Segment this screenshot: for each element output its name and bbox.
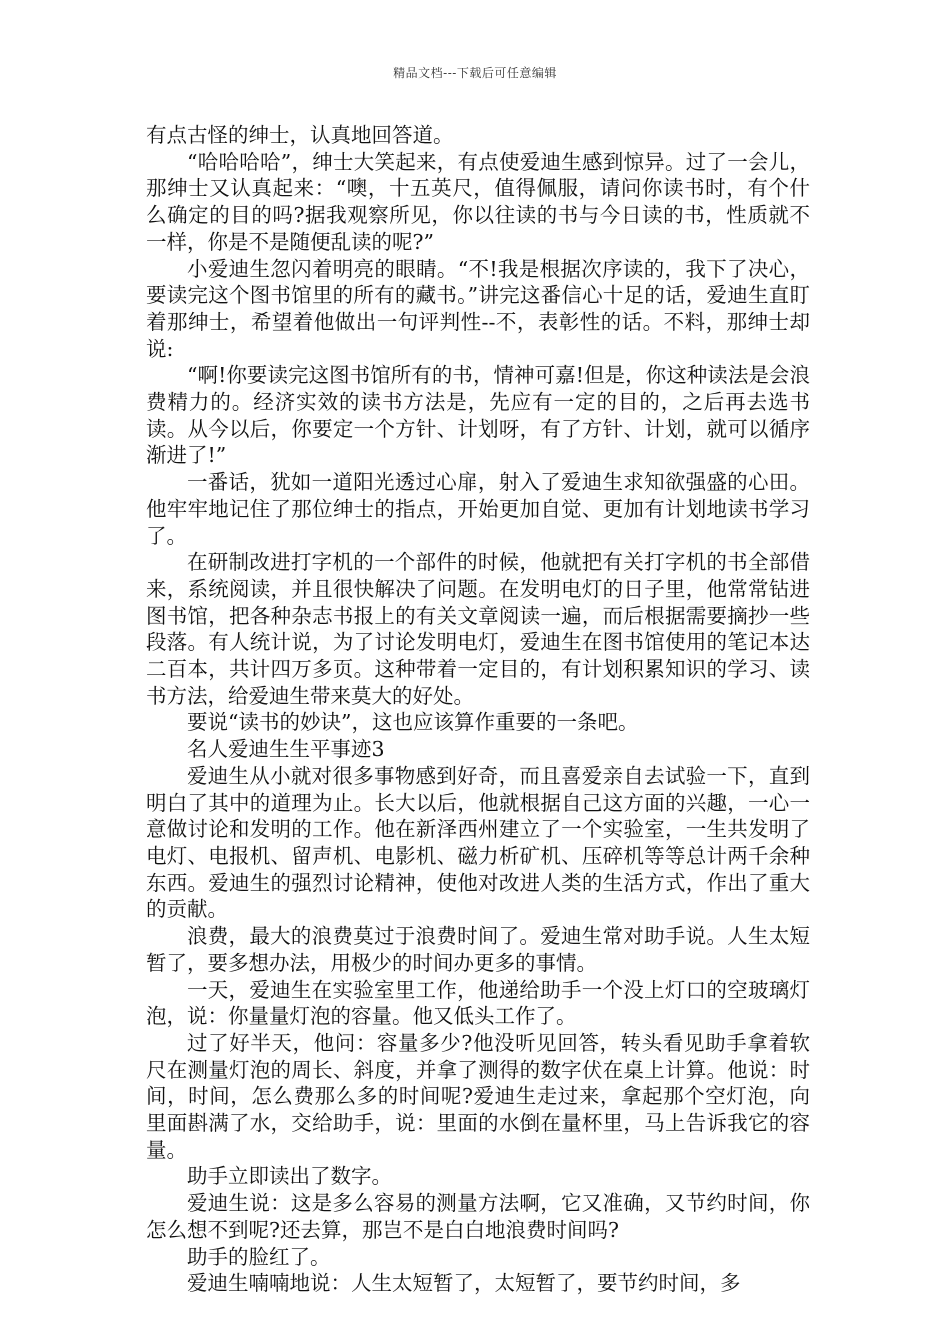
paragraph: 过了好半天，他问：容量多少?他没听见回答，转头看见助手拿着软尺在测量灯泡的周长、斜度，并拿了测得的数字伏在桌上计算。他说：时间，时间，怎么费那么多的时间呢?爱迪生走过来，拿起那个空灯泡，向里面斟满了水，交给助手，说：里面的水倒在量杯里，马上告诉我它的容量。 — [146, 1030, 810, 1162]
paragraph: 小爱迪生忽闪着明亮的眼睛。“不!我是根据次序读的，我下了决心，要读完这个图书馆里的所有的藏书。”讲完这番信心十足的话，爱迪生直盯着那绅士，希望着他做出一句评判性--不，表彰性的话。不料，那绅士却说: — [146, 256, 810, 361]
page-header: 精品文档---下载后可任意编辑 — [393, 66, 557, 80]
paragraph: 一番话，犹如一道阳光透过心扉，射入了爱迪生求知欲强盛的心田。他牢牢地记住了那位绅士的指点，开始更加自觉、更加有计划地读书学习了。 — [146, 470, 810, 548]
paragraph: 有点古怪的绅士，认真地回答道。 — [146, 123, 454, 147]
document-body — [146, 122, 810, 1297]
paragraph: 助手的脸红了。 — [187, 1244, 331, 1269]
paragraph: 要说“读书的妙诀”，这也应该算作重要的一条吧。 — [187, 710, 639, 735]
paragraph: 在研制改进打字机的一个部件的时候，他就把有关打字机的书全部借来，系统阅读，并且很快解决了问题。在发明电灯的日子里，他常常钻进图书馆，把各种杂志书报上的有关文章阅读一遍，而后根据需要摘抄一些段落。有人统计说，为了讨论发明电灯，爱迪生在图书馆使用的笔记本达二百本，共计四万多页。这种带着一定目的，有计划积累知识的学习、读书方法，给爱迪生带来莫大的好处。 — [146, 550, 810, 708]
paragraph: 爱迪生喃喃地说：人生太短暂了，太短暂了，要节约时间，多 — [187, 1271, 741, 1296]
section-heading: 名人爱迪生生平事迹3 — [187, 737, 385, 762]
paragraph: 助手立即读出了数字。 — [187, 1164, 392, 1189]
paragraph: 浪费，最大的浪费莫过于浪费时间了。爱迪生常对助手说。人生太短暂了，要多想办法，用极少的时间办更多的事情。 — [146, 924, 810, 975]
paragraph: 爱迪生从小就对很多事物感到好奇，而且喜爱亲自去试验一下，直到明白了其中的道理为止。长大以后，他就根据自己这方面的兴趣，一心一意做讨论和发明的工作。他在新泽西州建立了一个实验室，一生共发明了电灯、电报机、留声机、电影机、磁力析矿机、压碎机等等总计两千余种东西。爱迪生的强烈讨论精神，使他对改进人类的生活方式，作出了重大的贡献。 — [146, 763, 810, 922]
paragraph: 爱迪生说：这是多么容易的测量方法啊，它又准确，又节约时间，你怎么想不到呢?还去算，那岂不是白白地浪费时间吗? — [146, 1191, 810, 1242]
paragraph: “啊!你要读完这图书馆所有的书，情神可嘉!但是，你这种读法是会浪费精力的。经济实效的读书方法是，先应有一定的目的，之后再去选书读。从今以后，你要定一个方针、计划呀，有了方针、计划，就可以循序渐进了!” — [146, 363, 810, 468]
paragraph: 一天，爱迪生在实验室里工作，他递给助手一个没上灯口的空玻璃灯泡，说：你量量灯泡的容量。他又低头工作了。 — [146, 977, 810, 1029]
paragraph: “哈哈哈哈”，绅士大笑起来，有点使爱迪生感到惊异。过了一会儿，那绅士又认真起来：“噢，十五英尺，值得佩服，请问你读书时，有个什么确定的目的吗?据我观察所见，你以往读的书与今日读的书，性质就不一样，你是不是随便乱读的呢?” — [146, 149, 810, 254]
